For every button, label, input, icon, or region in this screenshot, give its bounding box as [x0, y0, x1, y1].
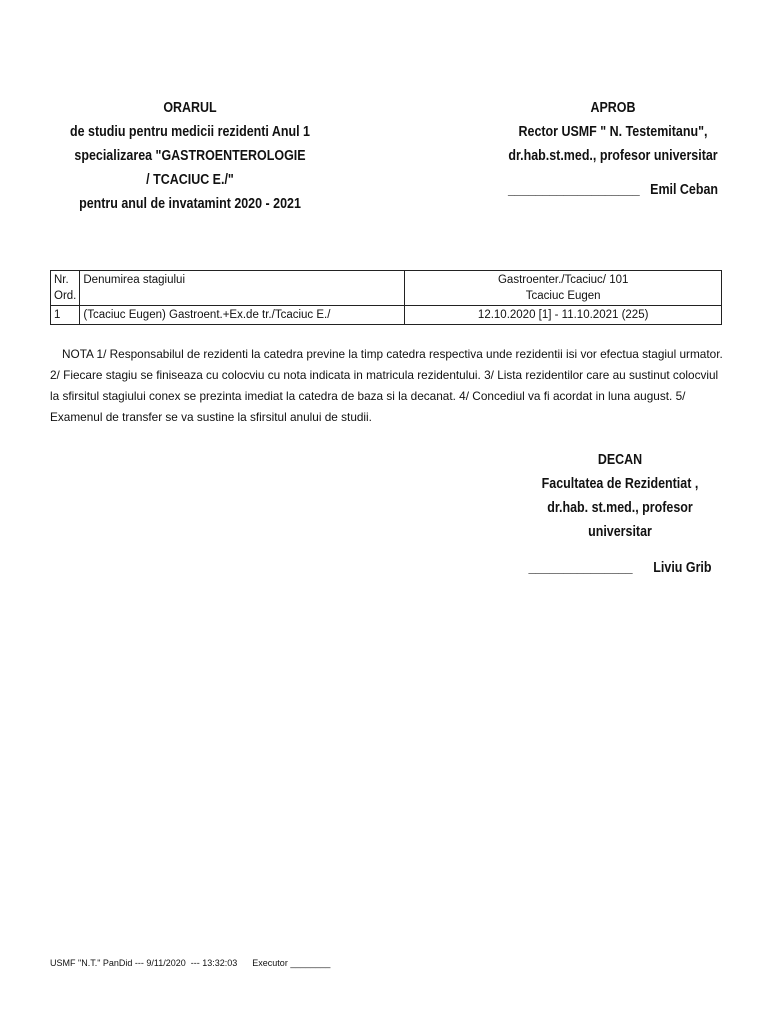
- dean-title: DECAN: [597, 452, 643, 468]
- dean-block: [525, 448, 714, 580]
- schedule-title: ORARUL: [163, 100, 217, 116]
- nr-ord-header: [51, 271, 80, 306]
- rector-degree: dr.hab.st.med., profesor universitar: [508, 148, 718, 164]
- specialization-coordinator: / TCACIUC E./": [146, 172, 234, 188]
- dean-degree: dr.hab. st.med., profesor universitar: [547, 500, 693, 540]
- dean-signature-line: [525, 556, 714, 580]
- signature-blank: _______________: [528, 560, 633, 576]
- schedule-title-block: [52, 96, 327, 216]
- table-header-row: [51, 271, 722, 306]
- dean-name: Liviu Grib: [653, 560, 712, 576]
- schedule-subtitle: de studiu pentru medicii rezidenti Anul 1: [70, 124, 310, 140]
- group-label: Gastroenter./Tcaciuc/ 101: [497, 274, 629, 286]
- rector-name: Emil Ceban: [650, 182, 719, 198]
- teacher-label: Tcaciuc Eugen: [525, 290, 601, 302]
- rector-signature-line: [499, 178, 728, 202]
- footer-text: USMF "N.T." PanDid --- 9/11/2020 --- 13:32:03 Executor: [50, 958, 288, 968]
- approval-title: APROB: [590, 100, 636, 116]
- faculty-name: Facultatea de Rezidentiat ,: [541, 476, 699, 492]
- notes-paragraph: NOTA 1/ Responsabilul de rezidenti la catedra previne la timp catedra respectiva unde rezidentii isi vor efectua stagiul urmator. 2/ Fiecare stagiu se finiseaza cu colocviu cu nota indicata in matricula rezidentului. 3/ Lista rezidentilor care au sustinut colocviul la sfirsitul stagiului conex se prezinta imediat la catedra de baza si la decanat. 4/ Concediul va fi acordat in luna august. 5/ Examenul de transfer se va sustine la sfirsitul anului de studii.: [50, 347, 723, 424]
- signature-blank: ___________________: [507, 182, 640, 198]
- specialization-label: specializarea "GASTROENTEROLOGIE: [74, 148, 306, 164]
- approval-block: [499, 96, 728, 202]
- stage-name: (Tcaciuc Eugen) Gastroent.+Ex.de tr./Tcaciuc E./: [80, 306, 405, 325]
- document-footer: [50, 958, 330, 968]
- nr-label: Nr.: [54, 274, 69, 286]
- executor-blank: ________: [290, 958, 331, 968]
- academic-year: pentru anul de invatamint 2020 - 2021: [79, 196, 301, 212]
- table-row: [51, 306, 722, 325]
- row-number: 1: [51, 306, 80, 325]
- stage-name-header: Denumirea stagiului: [80, 271, 405, 306]
- rector-title: Rector USMF " N. Testemitanu",: [518, 124, 708, 140]
- schedule-table: [50, 270, 722, 325]
- group-header: [405, 271, 722, 306]
- ord-label: Ord.: [54, 290, 77, 302]
- stage-period: 12.10.2020 [1] - 11.10.2021 (225): [405, 306, 722, 325]
